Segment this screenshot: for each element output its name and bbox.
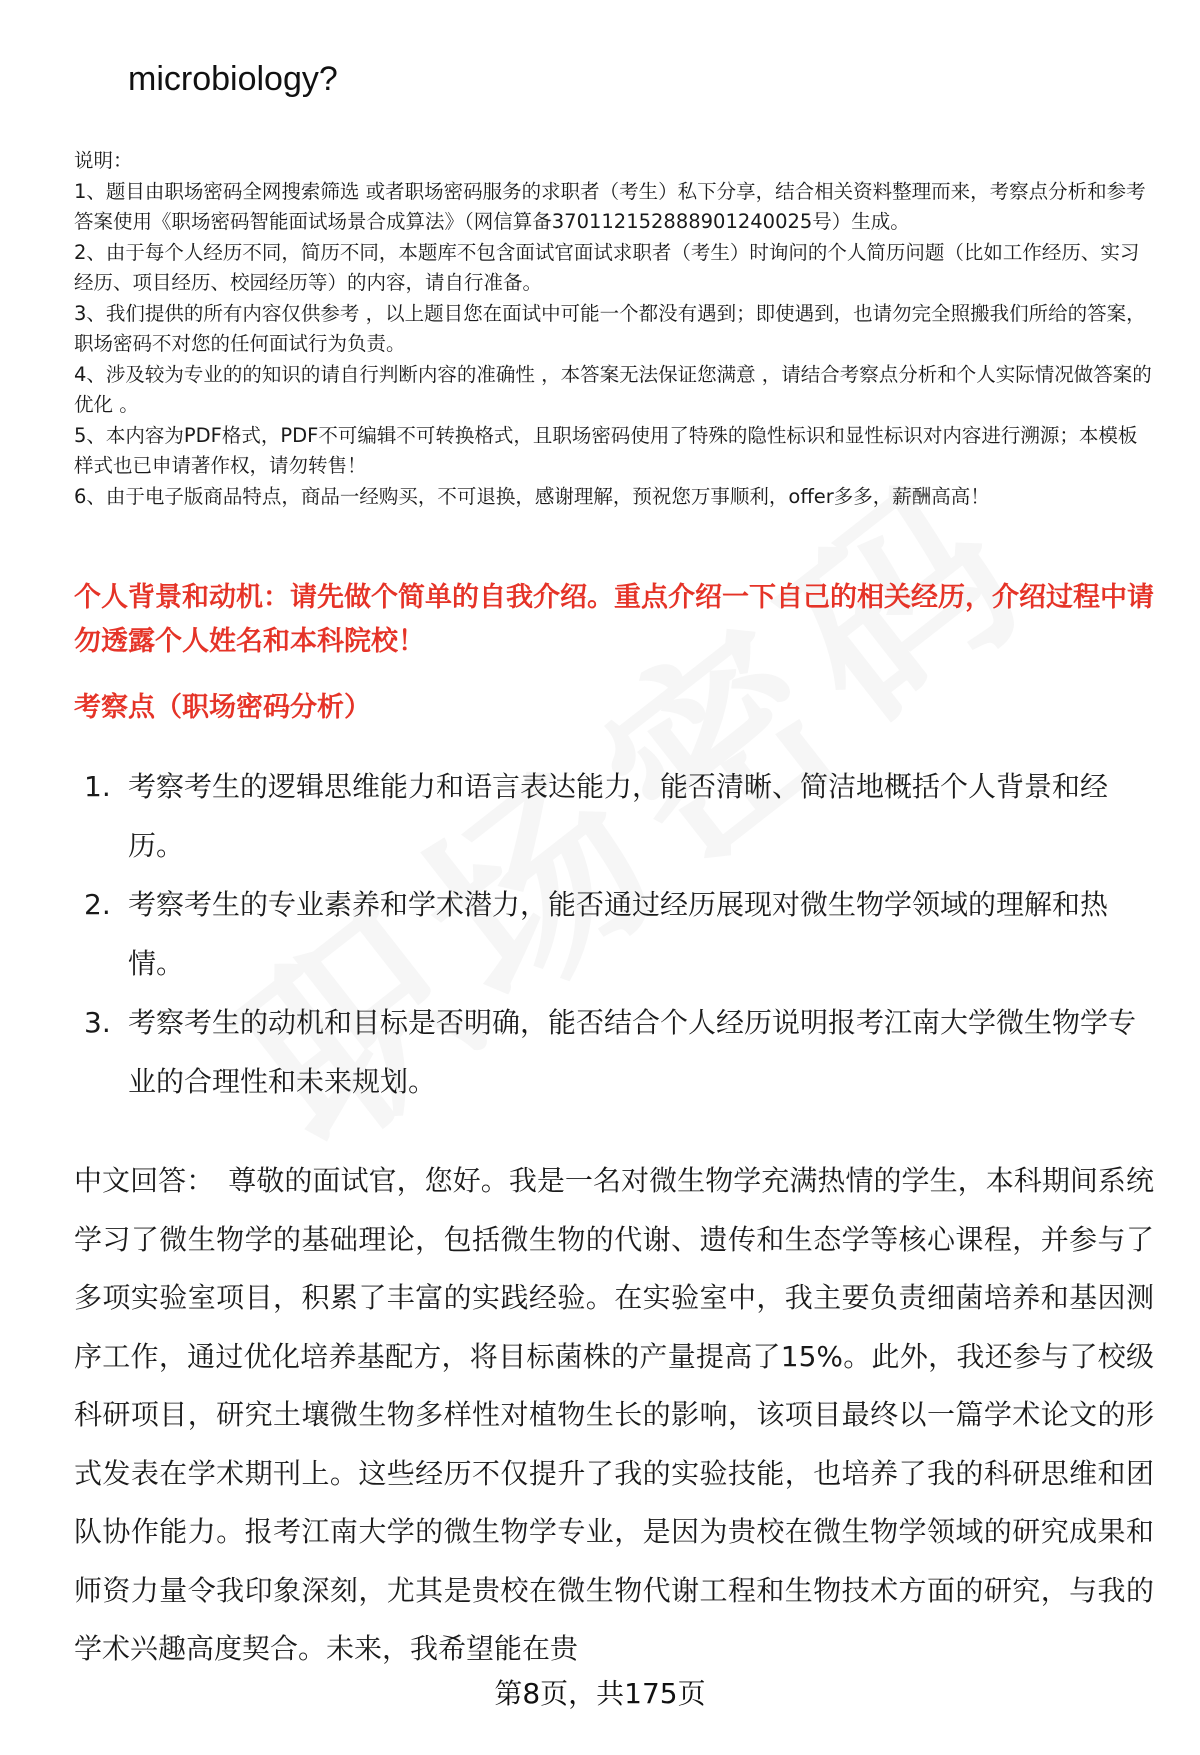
analysis-title: 考察点（职场密码分析） [74, 692, 371, 723]
analysis-point [74, 876, 1154, 993]
notes-heading: 说明： [74, 149, 133, 172]
answer-text: 尊敬的面试官，您好。我是一名对微生物学充满热情的学生，本科期间系统学习了微生物学的基础理论，包括微生物的代谢、遗传和生态学等核心课程，并参与了多项实验室项目，积累了丰富的实践经验。在实验室中，我主要负责细菌培养和基因测序工作，通过优化培养基配方，将目标菌株的产量提高了15%。此外，我还参与了校级科研项目，研究土壤微生物多样性对植物生长的影响，该项目最终以一篇学术论文的形式发表在学术期刊上。这些经历不仅提升了我的实验技能，也培养了我的科研思维和团队协作能力。报考江南大学的微生物学专业，是因为贵校在微生物学领域的研究成果和师资力量令我印象深刻，尤其是贵校在微生物代谢工程和生物技术方面的研究，与我的学术兴趣高度契合。未来，我希望能在贵 [74, 1164, 1154, 1665]
point-number: 2. [84, 888, 111, 921]
analysis-points-list [74, 758, 1154, 1112]
point-text: 考察考生的专业素养和学术潜力，能否通过经历展现对微生物学领域的理解和热情。 [128, 888, 1109, 980]
notes-item: 3、我们提供的所有内容仅供参考 ，以上题目您在面试中可能一个都没有遇到；即使遇到，也请勿完全照搬我们所给的答案，职场密码不对您的任何面试行为负责。 [74, 301, 1146, 355]
answer-label: 中文回答： [74, 1164, 215, 1197]
notes-item: 1、题目由职场密码全网搜索筛选 或者职场密码服务的求职者（考生）私下分享，结合相关资料整理而来，考察点分析和参考答案使用《职场密码智能面试场景合成算法》（网信算备370112152888901240025号）生成。 [74, 179, 1146, 233]
point-number: 1. [84, 770, 111, 803]
notes-item: 5、本内容为PDF格式，PDF不可编辑不可转换格式，且职场密码使用了特殊的隐性标识和显性标识对内容进行溯源；本模板样式也已申请著作权，请勿转售！ [74, 423, 1138, 477]
point-text: 考察考生的动机和目标是否明确，能否结合个人经历说明报考江南大学微生物学专业的合理性和未来规划。 [128, 1006, 1137, 1098]
answer-block [74, 1152, 1154, 1679]
notes-block [74, 146, 1154, 512]
notes-item: 6、由于电子版商品特点，商品一经购买，不可退换，感谢理解，预祝您万事顺利，offer多多，薪酬高高！ [74, 484, 990, 508]
point-text: 考察考生的逻辑思维能力和语言表达能力，能否清晰、简洁地概括个人背景和经历。 [128, 770, 1109, 862]
notes-item: 2、由于每个人经历不同，简历不同，本题库不包含面试官面试求职者（考生）时询问的个人简历问题（比如工作经历、实习经历、项目经历、校园经历等）的内容，请自行准备。 [74, 240, 1140, 294]
page-number: 第8页，共175页 [494, 1677, 706, 1710]
point-number: 3. [84, 1006, 111, 1039]
notes-item: 4、涉及较为专业的的知识的请自行判断内容的准确性 ，本答案无法保证您满意 ，请结合考察点分析和个人实际情况做答案的优化 。 [74, 362, 1152, 416]
analysis-point [74, 994, 1154, 1111]
question-tail-text: microbiology? [128, 60, 338, 98]
question-title: 个人背景和动机：请先做个简单的自我介绍。重点介绍一下自己的相关经历，介绍过程中请勿透露个人姓名和本科院校！ [74, 582, 1154, 657]
analysis-point [74, 758, 1154, 875]
